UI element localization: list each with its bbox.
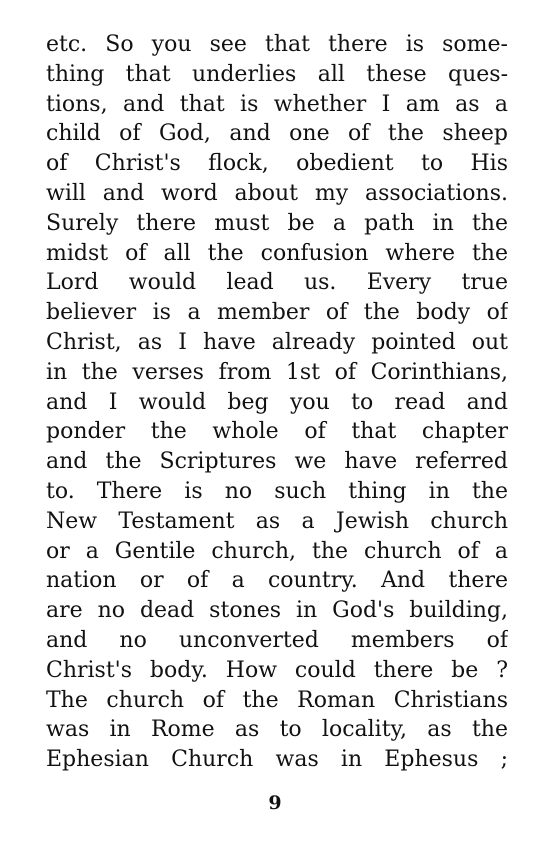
text-line: thing that underlies all these ques-	[46, 61, 508, 87]
text-line: in the verses from 1st of Corinthians,	[46, 359, 508, 385]
text-line: to. There is no such thing in the	[46, 478, 508, 504]
page-number: 9	[268, 792, 282, 814]
text-line: believer is a member of the body of	[46, 300, 508, 326]
text-line: ponder the whole of that chapter	[46, 419, 508, 445]
text-line: Surely there must be a path in the	[46, 210, 508, 236]
text-line: tions, and that is whether I am as a	[46, 91, 508, 117]
text-line: was in Rome as to locality, as the	[46, 717, 508, 743]
text-line: Ephesian Church was in Ephesus ;	[46, 747, 508, 773]
text-line: Christ, as I have already pointed out	[46, 329, 508, 355]
text-line: and no unconverted members of	[46, 627, 508, 653]
text-line: and the Scriptures we have referred	[46, 449, 508, 475]
text-line: child of God, and one of the sheep	[46, 121, 508, 147]
text-line: The church of the Roman Christians	[46, 687, 508, 713]
body-text	[46, 30, 508, 775]
text-line: will and word about my associations.	[46, 180, 508, 206]
text-line: are no dead stones in God's building,	[46, 598, 508, 624]
text-line: Lord would lead us. Every true	[46, 270, 508, 296]
text-line: or a Gentile church, the church of a	[46, 538, 508, 564]
text-line: etc. So you see that there is some-	[46, 32, 508, 57]
text-line: nation or of a country. And there	[46, 568, 508, 594]
text-line: of Christ's flock, obedient to His	[46, 151, 508, 177]
text-line: and I would beg you to read and	[46, 389, 508, 415]
text-line: midst of all the confusion where the	[46, 240, 508, 266]
text-line: Christ's body. How could there be ?	[46, 657, 508, 683]
text-line: New Testament as a Jewish church	[46, 508, 508, 534]
